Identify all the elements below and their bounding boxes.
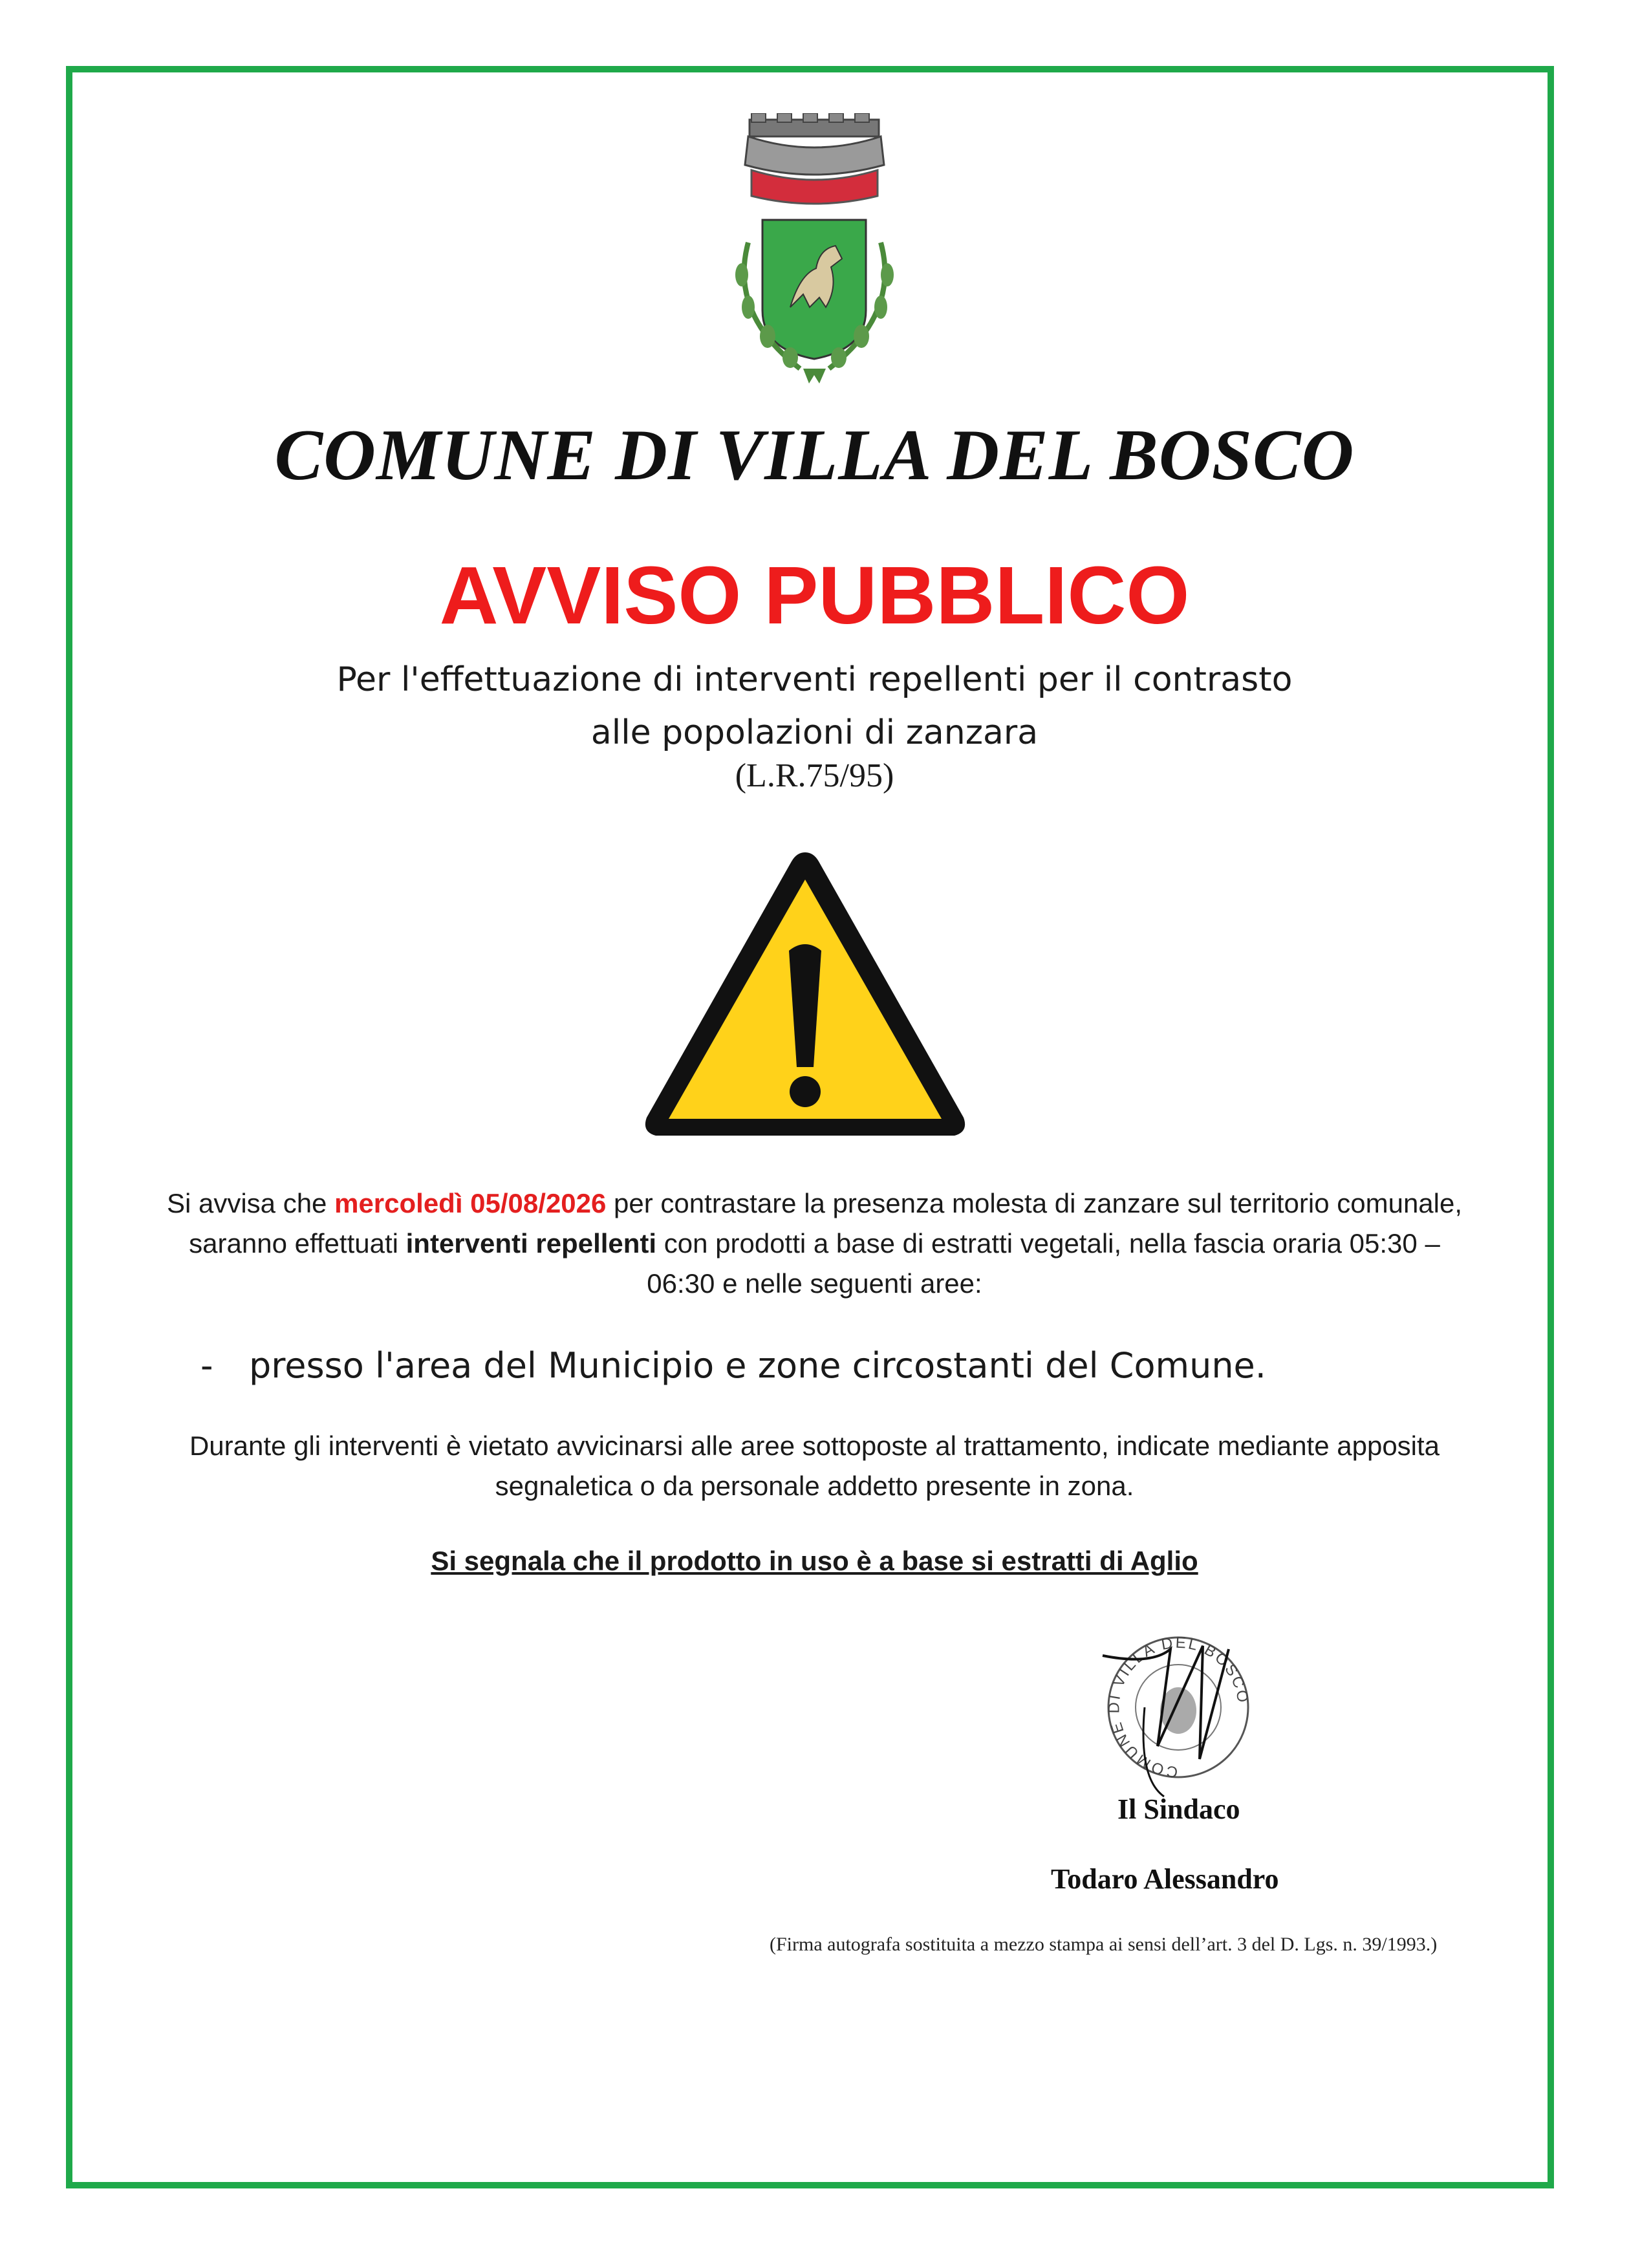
signer-role: Il Sindaco bbox=[1117, 1793, 1240, 1825]
area-list-item bbox=[200, 1345, 1266, 1386]
signer-name: Todaro Alessandro bbox=[1051, 1863, 1279, 1895]
warning-triangle-icon bbox=[640, 847, 970, 1141]
municipal-coat-of-arms-icon bbox=[722, 113, 907, 385]
p1-intro: Si avvisa che bbox=[166, 1188, 335, 1218]
area-text: presso l'area del Municipio e zone circostanti del Comune. bbox=[249, 1345, 1266, 1386]
product-note: Si segnala che il prodotto in uso è a base si estratti di Aglio bbox=[431, 1546, 1198, 1576]
notice-headline: AVVISO PUBBLICO bbox=[439, 550, 1190, 641]
law-reference: (L.R.75/95) bbox=[735, 757, 894, 794]
subtitle-line-2: alle popolazioni di zanzara bbox=[590, 713, 1039, 752]
p1-emphasis: interventi repellenti bbox=[405, 1228, 657, 1258]
list-dash: - bbox=[200, 1345, 213, 1386]
p1-end: con prodotti a base di estratti vegetali, nella fascia oraria 05:30 – 06:30 e nelle seguenti aree: bbox=[647, 1228, 1440, 1299]
notice-subtitle bbox=[0, 653, 1629, 759]
subtitle-line-1: Per l'effettuazione di interventi repellenti per il contrasto bbox=[336, 660, 1293, 699]
p1-middle: per contrastare la presenza molesta di zanzare sul territorio comunale, saranno effettuati bbox=[189, 1188, 1463, 1258]
stamp-text: COMUNE DI VILLA DEL BOSCO bbox=[1105, 1634, 1252, 1781]
municipal-stamp-icon bbox=[1099, 1630, 1258, 1798]
notice-paragraph-1 bbox=[155, 1183, 1474, 1304]
municipality-title: COMUNE DI VILLA DEL BOSCO bbox=[274, 415, 1355, 495]
notice-paragraph-2: Durante gli interventi è vietato avvicinarsi alle aree sottoposte al trattamento, indicate mediante apposita segnaletica o da personale addetto presente in zona. bbox=[189, 1431, 1440, 1501]
intervention-date: mercoledì 05/08/2026 bbox=[334, 1188, 607, 1218]
signature-footnote: (Firma autografa sostituita a mezzo stampa ai sensi dell’art. 3 del D. Lgs. n. 39/1993.) bbox=[770, 1934, 1438, 1955]
